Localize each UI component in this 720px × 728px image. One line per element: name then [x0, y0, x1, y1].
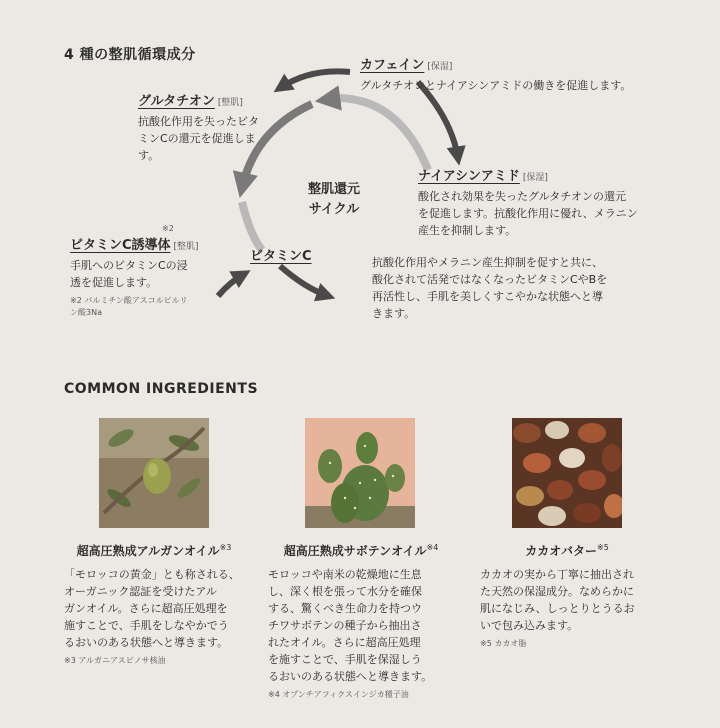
- vitc-deriv-name: ビタミンC誘導体: [70, 238, 171, 253]
- cacao-desc-line: カカオの実から丁寧に抽出され: [480, 568, 634, 581]
- glutathione-desc-line: 抗酸化作用を失ったビタ: [138, 115, 259, 128]
- cactus-desc-line: チワサボテンの種子から抽出さ: [268, 619, 422, 632]
- vitc-deriv-desc-line: 透を促進します。: [70, 276, 158, 289]
- cycle-center-line1: 整肌還元: [308, 182, 361, 197]
- caffeine-name: カフェイン: [360, 58, 425, 73]
- arrow-niacinamide-to-glutathione: [340, 98, 428, 170]
- cactus-title-sup: ※4: [426, 543, 439, 552]
- niacinamide-desc-line: を促進します。抗酸化作用に優れ、メラニン: [418, 207, 638, 220]
- cacao-desc-line: いで包み込みます。: [480, 619, 579, 632]
- product-title-cactus: [268, 542, 454, 559]
- niacinamide-name: ナイアシンアミド: [418, 169, 520, 184]
- section-title-common-ingredients: COMMON INGREDIENTS: [64, 381, 259, 397]
- arrow-caffeine-to-glutathione: [280, 71, 350, 88]
- cactus-desc-line: を施すことで、手肌を保湿しう: [268, 653, 422, 666]
- arrow-vitc-deriv-to-vitc: [218, 274, 244, 296]
- caffeine-tag: [保湿]: [427, 62, 453, 72]
- niacinamide-desc-line: 産生を抑制します。: [418, 224, 517, 237]
- cacao-title-sup: ※5: [596, 543, 609, 552]
- product-desc-cactus: [268, 566, 432, 701]
- vitc-desc-line: 抗酸化作用やメラニン産生抑制を促すと共に、: [372, 256, 603, 269]
- argan-title-text: 超高圧熟成アルガンオイル: [76, 544, 220, 558]
- vitc-name: ビタミンC: [250, 249, 312, 264]
- vitc-desc: [372, 254, 607, 322]
- glutathione-name: グルタチオン: [138, 94, 215, 109]
- argan-desc-line: るおいのある状態へと導きます。: [64, 636, 229, 649]
- ingredient-glutathione: [138, 90, 259, 164]
- vitc-desc-line: 酸化されて活発ではなくなったビタミンCやBを: [372, 273, 608, 286]
- niacinamide-tag: [保湿]: [522, 173, 548, 183]
- vitc-deriv-sup: ※2: [162, 224, 174, 233]
- product-desc-argan: [64, 566, 240, 667]
- glutathione-tag: [整肌]: [217, 98, 243, 108]
- product-title-argan: [64, 542, 244, 559]
- argan-title-sup: ※3: [219, 543, 232, 552]
- vitc-desc-line: 再活性し、手肌を美しくすこやかな状態へと導: [372, 290, 603, 303]
- cactus-photo: [305, 418, 415, 528]
- cactus-desc-line: し、深く根を張って水分を確保: [268, 585, 422, 598]
- product-title-cacao: [480, 542, 654, 559]
- vitc-deriv-note-line: ン酸3Na: [70, 308, 102, 317]
- cactus-title-text: 超高圧熟成サボテンオイル: [283, 544, 427, 558]
- cacao-photo: [512, 418, 622, 528]
- cycle-center-line2: サイクル: [308, 202, 360, 217]
- cactus-desc-line: るおいのある状態へと導きます。: [268, 670, 433, 683]
- cacao-title-text: カカオバター: [525, 544, 597, 558]
- vitc-deriv-note-line: ※2 パルミチン酸アスコルビルリ: [70, 296, 188, 305]
- niacinamide-desc-line: 酸化され効果を失ったグルタチオンの還元: [418, 190, 627, 203]
- cactus-desc-line: モロッコや南米の乾燥地に生息: [268, 568, 422, 581]
- vitc-deriv-tag: [整肌]: [173, 242, 199, 252]
- cacao-desc-line: 肌になじみ、しっとりとうるお: [480, 602, 635, 615]
- section-title-4-ingredients: 4 種の整肌循環成分: [64, 47, 196, 63]
- cycle-center-label: [308, 180, 360, 220]
- cactus-desc-line: れたオイル。さらに超高圧処理: [268, 636, 421, 649]
- ingredient-niacinamide: [418, 165, 638, 239]
- cactus-desc-line: する、驚くべき生命力を持つウ: [268, 602, 422, 615]
- argan-photo: [99, 418, 209, 528]
- glutathione-desc-line: ミンCの還元を促進しま: [138, 132, 256, 145]
- argan-desc-line: ガンオイル。さらに超高圧処理を: [64, 602, 228, 615]
- ingredient-caffeine: [360, 54, 631, 94]
- ingredient-vitc-derivative: [70, 224, 199, 319]
- argan-desc-line: 「モロッコの黄金」とも称される、: [64, 568, 240, 581]
- argan-desc-line: 施すことで、手肌をしなやかでう: [64, 619, 229, 632]
- argan-note: ※3 アルガニアスピノサ核油: [64, 656, 166, 665]
- vitc-desc-line: きます。: [372, 307, 416, 320]
- cacao-note: ※5 カカオ脂: [480, 639, 527, 648]
- caffeine-desc: グルタチオンとナイアシンアミドの働きを促進します。: [360, 79, 632, 92]
- cacao-desc-line: た天然の保湿成分。なめらかに: [480, 585, 634, 598]
- arrow-vitc-to-effect: [280, 266, 328, 296]
- glutathione-desc-line: す。: [138, 149, 160, 162]
- vitc-deriv-desc-line: 手肌へのビタミンCの浸: [70, 259, 188, 272]
- product-desc-cacao: [480, 566, 635, 650]
- cactus-note: ※4 オプンチアフィクスインジカ種子油: [268, 690, 409, 699]
- argan-desc-line: オーガニック認証を受けたアル: [64, 585, 217, 598]
